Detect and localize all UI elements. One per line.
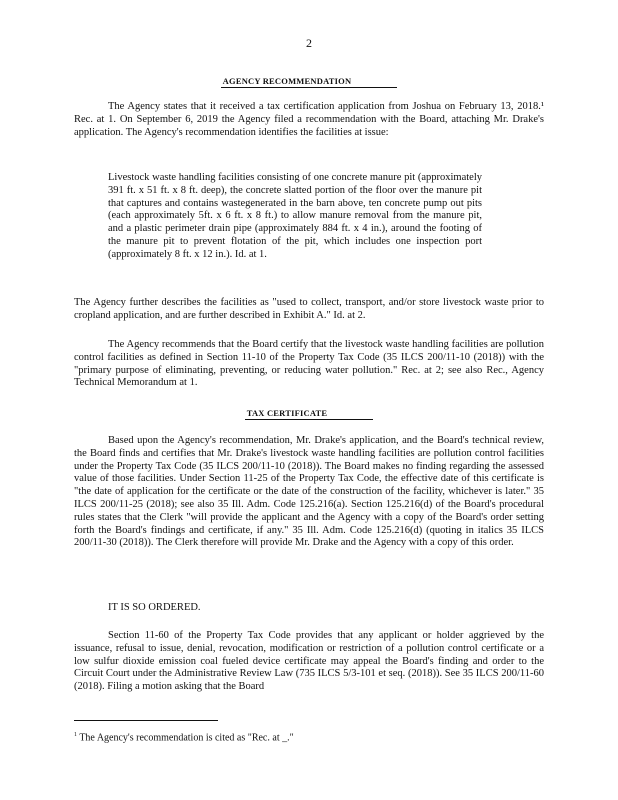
footnote [74, 732, 294, 743]
section-heading-tax-certificate [0, 408, 618, 420]
paragraph-agency-application: The Agency states that it received a tax certification application from Joshua on February 13, 2018.¹ Rec. at 1. On September 6, 2019 the Agency filed a recommendation with the Board, attaching Mr. Drake's application. The Agency's recommendation identifies the facilities at issue: [74, 101, 544, 138]
footnote-divider [74, 720, 218, 721]
paragraph-facility-description: The Agency further describes the facilities as "used to collect, transport, and/or store livestock waste prior to cropland application, and are further described in Exhibit A." Id. at 2. [74, 297, 544, 321]
paragraph-appeal-rights: Section 11-60 of the Property Tax Code provides that any applicant or holder aggrieved by the issuance, refusal to issue, denial, revocation, modification or restriction of a pollution control certificate or a low sulfur dioxide emission coal fueled device certificate may appeal the Board's finding and order to the Circuit Court under the Administrative Review Law (735 ILCS 5/3-101 et seq. (2018)). See 35 ILCS 200/11-60 (2018). Filing a motion asking that the Board [74, 630, 544, 693]
paragraph-board-findings: Based upon the Agency's recommendation, Mr. Drake's application, and the Board's technical review, the Board finds and certifies that Mr. Drake's livestock waste handling facilities are pollution control facilities under the Property Tax Code (35 ILCS 200/11-10 (2018)). The Board makes no finding regarding the assessed value of those facilities. Under Section 11-25 of the Property Tax Code, the effective date of this certificate is "the date of application for the certificate or the date of the construction of the facility, whichever is later." 35 ILCS 200/11-25 (2018); see also 35 Ill. Adm. Code 125.216(a). Section 125.216(d) of the Board's procedural rules states that the Clerk "will provide the applicant and the Agency with a copy of the Board's order setting forth the Board's findings and certificate, if any." 35 Ill. Adm. Code 125.216(d) (quoting in italics 35 ILCS 200/11-30 (2018)). The Clerk therefore will provide Mr. Drake and the Agency with a copy of this order. [74, 435, 544, 549]
section-heading-agency-recommendation [0, 76, 618, 88]
footnote-text: The Agency's recommendation is cited as "Rec. at _." [79, 732, 294, 744]
footnote-marker: 1 [74, 732, 77, 738]
paragraph-agency-recommends: The Agency recommends that the Board certify that the livestock waste handling facilities are pollution control facilities as defined in Section 11-10 of the Property Tax Code (35 ILCS 200/11-10 (2018)) with the "primary purpose of eliminating, preventing, or reducing water pollution." Rec. at 2; see also Rec., Agency Technical Memorandum at 1. [74, 339, 544, 389]
order-statement: IT IS SO ORDERED. [108, 602, 201, 613]
block-quote-facilities: Livestock waste handling facilities consisting of one concrete manure pit (approximately 391 ft. x 51 ft. x 8 ft. deep), the concrete slatted portion of the floor over the manure pit that captures and contains wastegenerated in the barn above, ten concrete pump out pits (each approximately 5ft. x 6 ft. x 8 ft.) to allow manure removal from the manure pit, and a plastic perimeter drain pipe (approximately 884 ft. x 4 in.), around the footing of the manure pit to prevent flotation of the pit, which includes one inspection port (approximately 8 ft. x 12 in.). Id. at 1. [108, 172, 482, 260]
heading-text: TAX CERTIFICATE [245, 408, 374, 420]
heading-text: AGENCY RECOMMENDATION [221, 76, 398, 88]
page-number: 2 [306, 36, 312, 50]
